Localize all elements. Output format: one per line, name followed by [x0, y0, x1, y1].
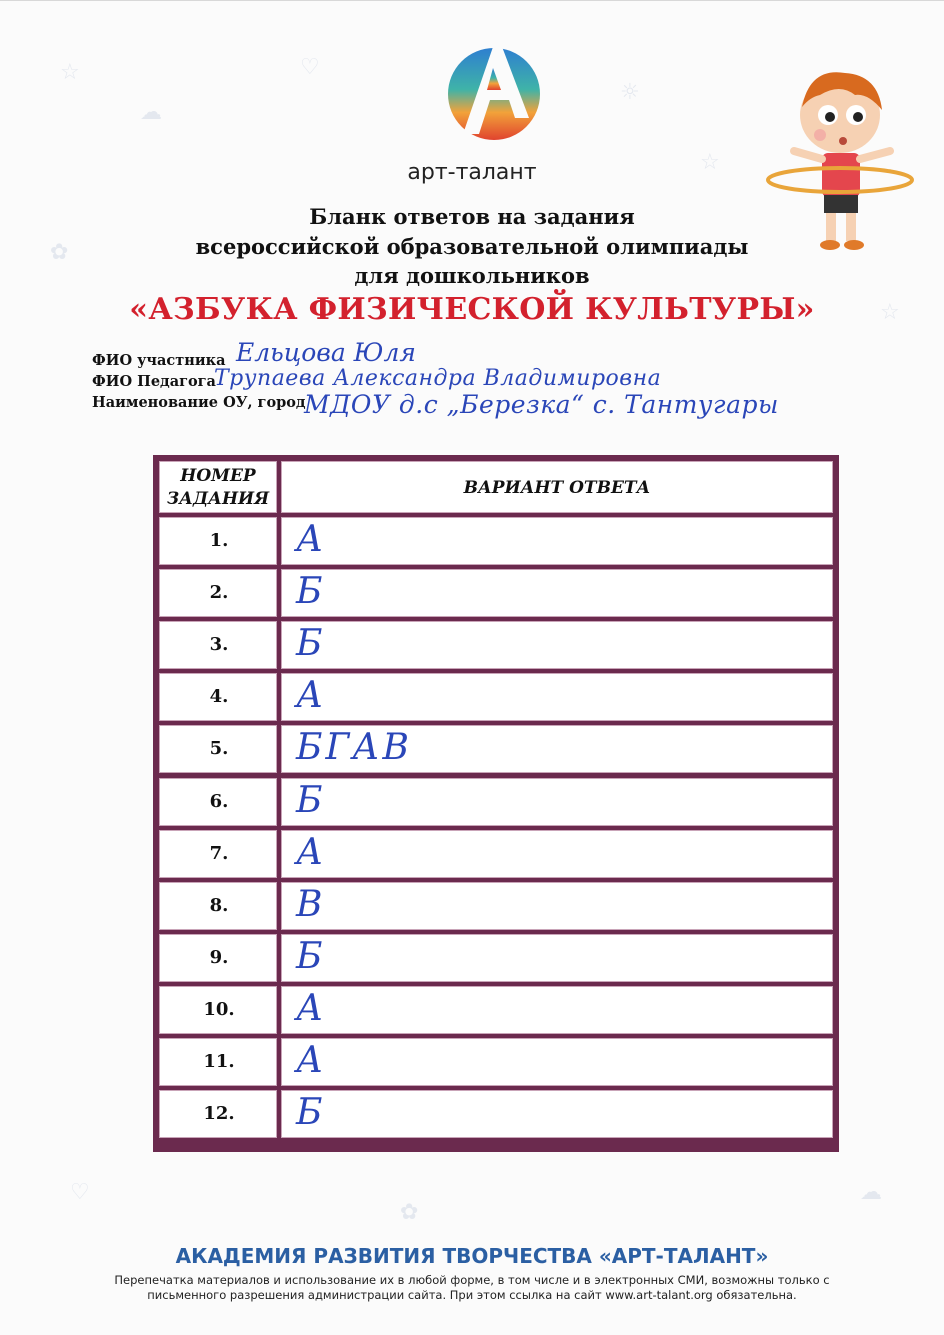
art-talant-logo-icon — [443, 38, 545, 148]
task-number-cell — [159, 778, 277, 826]
participant-name-handwritten: Ельцова Юля — [236, 338, 416, 367]
answer-handwritten: А — [296, 1040, 327, 1082]
task-number-cell — [159, 882, 277, 930]
task-number-cell — [159, 517, 277, 565]
header-num-cell — [159, 461, 277, 513]
answer-cell — [281, 1038, 833, 1086]
answer-cell — [281, 830, 833, 878]
footer-line-2: письменного разрешения администрации сайта. При этом ссылка на сайт www.art-talant.org обязательна. — [147, 1288, 797, 1302]
doodle-star-icon: ☆ — [700, 150, 720, 175]
doodle-flower-icon: ✿ — [400, 1200, 419, 1225]
answer-cell — [281, 778, 833, 826]
task-number-cell — [159, 986, 277, 1034]
answer-handwritten: Б — [296, 779, 326, 821]
answer-handwritten: Б — [296, 623, 326, 665]
school-name-handwritten: МДОУ д.с „Березка“ с. Тантугары — [304, 390, 779, 419]
doodle-sun-icon: ☼ — [620, 80, 640, 105]
answer-cell — [281, 725, 833, 773]
answer-handwritten: А — [296, 987, 327, 1029]
answer-cell — [281, 986, 833, 1034]
olympiad-name: «АЗБУКА ФИЗИЧЕСКОЙ КУЛЬТУРЫ» — [129, 292, 815, 327]
doodle-star-icon: ☆ — [60, 60, 80, 85]
title-line-3: для дошкольников — [354, 263, 590, 288]
task-number: 2. — [209, 582, 229, 604]
doodle-cloud-icon: ☁ — [860, 1180, 882, 1205]
doodle-cloud-icon: ☁ — [140, 100, 162, 125]
teacher-label: ФИО Педагога — [92, 373, 216, 390]
participant-label: ФИО участника — [92, 352, 226, 369]
doodle-flower-icon: ✿ — [50, 240, 69, 265]
task-number: 10. — [203, 998, 235, 1020]
header-num-line1: НОМЕР — [180, 466, 256, 486]
task-number: 4. — [209, 686, 229, 708]
answer-handwritten: А — [296, 675, 327, 717]
footer-title: АКАДЕМИЯ РАЗВИТИЯ ТВОРЧЕСТВА «АРТ-ТАЛАНТ» — [175, 1244, 769, 1268]
answer-handwritten: Б — [296, 935, 326, 977]
brand-name: арт-талант — [407, 160, 537, 185]
answer-handwritten: А — [296, 831, 327, 873]
task-number: 8. — [209, 894, 229, 916]
answer-handwritten: В — [296, 883, 326, 925]
title-line-1: Бланк ответов на задания — [309, 204, 635, 229]
task-number-cell — [159, 725, 277, 773]
title-line-2: всероссийской образовательной олимпиады — [195, 234, 749, 259]
answer-handwritten: Б — [296, 1092, 326, 1134]
task-number-cell — [159, 1090, 277, 1138]
task-number: 3. — [209, 634, 229, 656]
answer-cell — [281, 882, 833, 930]
task-number: 7. — [209, 842, 229, 864]
task-number: 6. — [209, 790, 229, 812]
kid-with-hoop-illustration — [760, 55, 920, 255]
doodle-star-icon: ☆ — [880, 300, 900, 325]
answer-cell — [281, 1090, 833, 1138]
footer-line-1: Перепечатка материалов и использование их в любой форме, в том числе и в электронных СМИ, возможны только с — [114, 1273, 830, 1287]
header-num-line2: ЗАДАНИЯ — [166, 489, 270, 509]
answer-cell — [281, 517, 833, 565]
answer-cell — [281, 569, 833, 617]
doodle-heart-icon: ♡ — [300, 55, 320, 80]
school-label: Наименование ОУ, город — [92, 394, 306, 411]
task-number-cell — [159, 673, 277, 721]
answer-cell — [281, 934, 833, 982]
task-number: 11. — [203, 1051, 235, 1073]
task-number-cell — [159, 830, 277, 878]
task-number: 1. — [209, 530, 229, 552]
answer-handwritten: БГАВ — [296, 727, 413, 769]
task-number-cell — [159, 621, 277, 669]
header-answer: ВАРИАНТ ОТВЕТА — [463, 478, 651, 498]
answer-cell — [281, 621, 833, 669]
answer-table — [153, 455, 839, 1152]
task-number-cell — [159, 569, 277, 617]
task-number: 12. — [203, 1103, 235, 1125]
doodle-heart-icon: ♡ — [70, 1180, 90, 1205]
header-answer-cell — [281, 461, 833, 513]
task-number: 5. — [209, 738, 229, 760]
answer-cell — [281, 673, 833, 721]
teacher-name-handwritten: Трупаева Александра Владимировна — [214, 366, 662, 391]
task-number-cell — [159, 934, 277, 982]
answer-handwritten: Б — [296, 571, 326, 613]
answer-handwritten: А — [296, 519, 327, 561]
task-number: 9. — [209, 946, 229, 968]
task-number-cell — [159, 1038, 277, 1086]
